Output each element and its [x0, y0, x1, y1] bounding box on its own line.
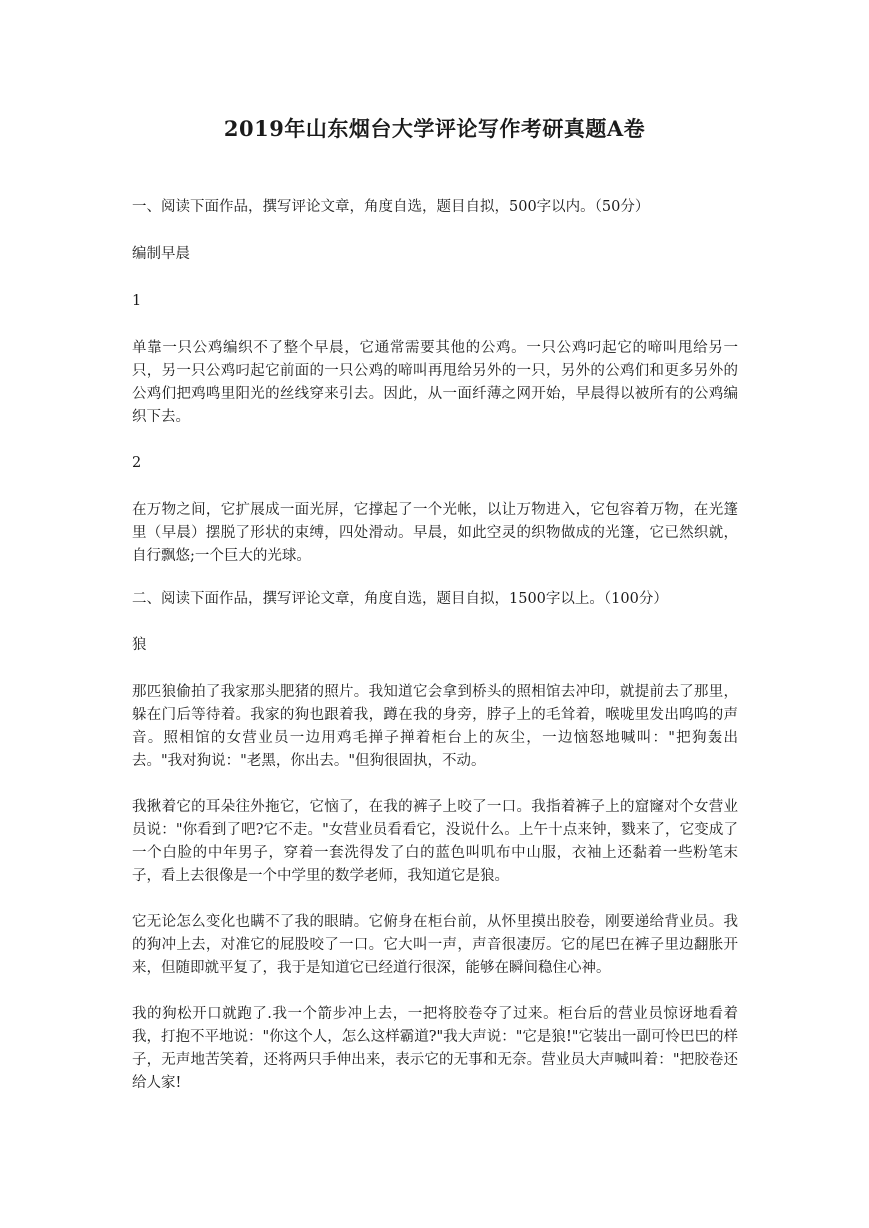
- story-paragraph-3: 它无论怎么变化也瞒不了我的眼睛。它俯身在柜台前，从怀里摸出胶卷，刚要递给背业员。我的狗冲上去，对准它的屁股咬了一口。它大叫一声，声音很凄厉。它的尾巴在裤子里边翻胀开来，但随即就平复了，我于是知道它已经道行很深，能够在瞬间稳住心神。: [132, 914, 738, 976]
- question-1-prompt: 一、阅读下面作品，撰写评论文章，角度自选，题目自拟，500字以内。（50分）: [132, 199, 650, 215]
- question-2-prompt: 二、阅读下面作品，撰写评论文章，角度自选，题目自拟，1500字以上。（100分）: [132, 591, 668, 607]
- section-1-number: 1: [132, 293, 142, 309]
- story-title: 狼: [132, 637, 147, 653]
- section-1-text: 单靠一只公鸡编织不了整个早晨，它通常需要其他的公鸡。一只公鸡叼起它的啼叫甩给另一只，另一只公鸡叼起它前面的一只公鸡的啼叫再甩给另外的一只，另外的公鸡们和更多另外的公鸡们把鸡鸣里阳光的丝线穿来引去。因此，从一面纤薄之网开始，早晨得以被所有的公鸡编织下去。: [132, 340, 738, 425]
- story-paragraph-1: 那匹狼偷拍了我家那头肥猪的照片。我知道它会拿到桥头的照相馆去冲印，就提前去了那里，躲在门后等待着。我家的狗也跟着我，蹲在我的身旁，脖子上的毛耸着，喉咙里发出呜呜的声音。照相馆的女营业员一边用鸡毛掸子掸着柜台上的灰尘，一边恼怒地喊叫："把狗轰出去。"我对狗说："老黑，你出去。"但狗很固执，不动。: [132, 684, 738, 769]
- story-paragraph-2: 我揪着它的耳朵往外拖它，它恼了，在我的裤子上咬了一口。我指着裤子上的窟窿对个女营业员说："你看到了吧?它不走。"女营业员看看它，没说什么。上午十点来钟，戮来了，它变成了一个白脸的中年男子，穿着一套洗得发了白的蓝色叫叽布中山服，衣袖上还黏着一些粉笔末子，看上去很像是一个中学里的数学老师，我知道它是狼。: [132, 799, 738, 884]
- poem-title: 编制早晨: [132, 246, 190, 262]
- section-2-number: 2: [132, 455, 142, 471]
- document-title: 2019年山东烟台大学评论写作考研真题A卷: [223, 116, 646, 141]
- section-2-text: 在万物之间，它扩展成一面光屏，它撑起了一个光帐，以让万物进入，它包容着万物，在光篷里（早晨）摆脱了形状的束缚，四处滑动。早晨，如此空灵的织物做成的光篷，它已然织就，自行飘悠;一个巨大的光球。: [132, 502, 738, 564]
- story-paragraph-4: 我的狗松开口就跑了.我一个箭步冲上去，一把将胶卷夺了过来。柜台后的营业员惊讶地看着我，打抱不平地说："你这个人，怎么这样霸道?"我大声说："它是狼!"它装出一副可怜巴巴的样子，无声地苦笑着，还将两只手伸出来，表示它的无事和无奈。营业员大声喊叫着："把胶卷还给人家!: [132, 1006, 738, 1091]
